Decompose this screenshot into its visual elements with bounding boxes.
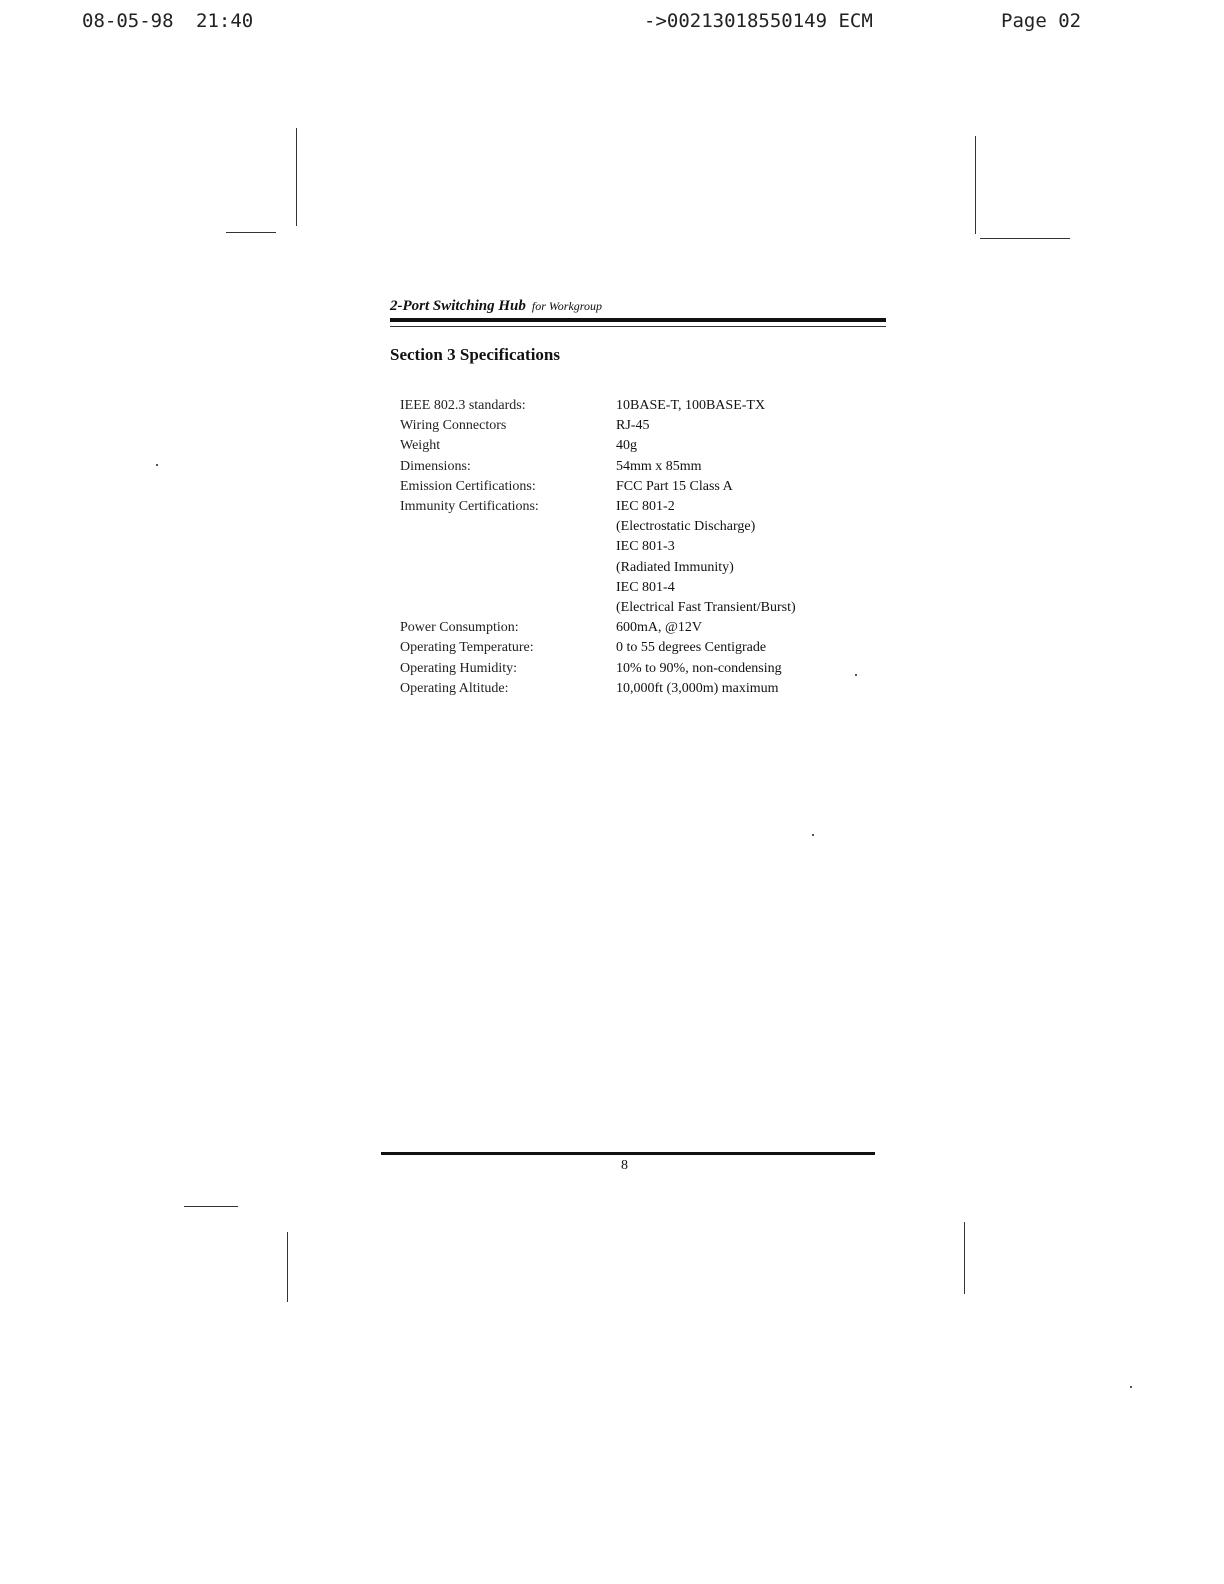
spec-label: Weight [400, 438, 441, 454]
spec-label: Wiring Connectors [400, 418, 507, 434]
scan-speck [812, 834, 814, 836]
spec-label: Dimensions: [400, 458, 471, 474]
fax-date: 08-05-98 [82, 10, 174, 32]
document-title-main: 2-Port Switching Hub [390, 298, 526, 314]
spec-row [400, 618, 860, 638]
crop-mark-top-left-horizontal [226, 232, 276, 233]
crop-mark-top-left-vertical [296, 128, 297, 226]
spec-value: 54mm x 85mm [616, 458, 702, 474]
spec-value: RJ-45 [616, 418, 650, 434]
fax-header [0, 6, 1224, 36]
spec-row [400, 416, 860, 436]
running-header [390, 296, 886, 327]
scan-speck [156, 464, 158, 466]
document-title-suffix: for Workgroup [531, 299, 602, 313]
spec-values [616, 618, 702, 638]
spec-value: 10% to 90%, non-condensing [616, 660, 782, 676]
spec-value: 10BASE-T, 100BASE-TX [616, 398, 766, 413]
spec-value: IEC 801-4 [616, 579, 675, 595]
spec-value: 10,000ft (3,000m) maximum [616, 680, 779, 696]
spec-value: 0 to 55 degrees Centigrade [616, 640, 767, 656]
fax-number: ->00213018550149 ECM [644, 10, 873, 32]
spec-values [616, 477, 733, 497]
header-rule-thick [390, 318, 886, 322]
spec-value: 600mA, @12V [616, 620, 703, 636]
spec-label: Emission Certifications: [400, 478, 536, 494]
crop-mark-top-right-horizontal [980, 238, 1070, 239]
spec-values [616, 497, 796, 618]
crop-mark-top-right-vertical [975, 136, 976, 234]
spec-value: 40g [616, 438, 637, 454]
spec-value: (Electrostatic Discharge) [616, 519, 756, 535]
spec-values [616, 638, 766, 658]
spec-row [400, 497, 860, 618]
spec-row [400, 396, 860, 416]
spec-values [616, 416, 649, 436]
spec-label: Power Consumption: [400, 620, 519, 636]
footer-rule [381, 1152, 875, 1155]
spec-values [616, 436, 637, 456]
spec-values [616, 659, 782, 679]
document-title [390, 296, 886, 316]
spec-label: Operating Altitude: [400, 680, 509, 696]
spec-row [400, 638, 860, 658]
spec-row [400, 436, 860, 456]
crop-mark-bottom-left-horizontal [184, 1206, 238, 1207]
page-number: 8 [621, 1158, 628, 1173]
spec-values [616, 457, 702, 477]
section-heading: Section 3 Specifications [390, 345, 560, 364]
crop-mark-bottom-left-vertical [287, 1232, 288, 1302]
spec-row [400, 477, 860, 497]
spec-value: IEC 801-3 [616, 539, 675, 555]
spec-value: (Radiated Immunity) [616, 559, 734, 575]
spec-value: FCC Part 15 Class A [616, 478, 733, 494]
spec-row [400, 457, 860, 477]
spec-value: IEC 801-2 [616, 499, 675, 515]
spec-values [616, 396, 765, 416]
spec-label: Immunity Certifications: [400, 499, 539, 515]
spec-label: IEEE 802.3 standards: [400, 398, 526, 413]
spec-label: Operating Temperature: [400, 640, 534, 656]
header-rule-thin [390, 326, 886, 327]
spec-table [400, 396, 860, 699]
spec-values [616, 679, 779, 699]
spec-label: Operating Humidity: [400, 660, 518, 676]
fax-page-number: Page 02 [1001, 10, 1082, 32]
fax-time: 21:40 [196, 10, 254, 32]
spec-row [400, 679, 860, 699]
spec-value: (Electrical Fast Transient/Burst) [616, 600, 796, 616]
crop-mark-bottom-right-vertical [964, 1222, 965, 1294]
spec-row [400, 659, 860, 679]
scan-speck [1130, 1386, 1132, 1388]
